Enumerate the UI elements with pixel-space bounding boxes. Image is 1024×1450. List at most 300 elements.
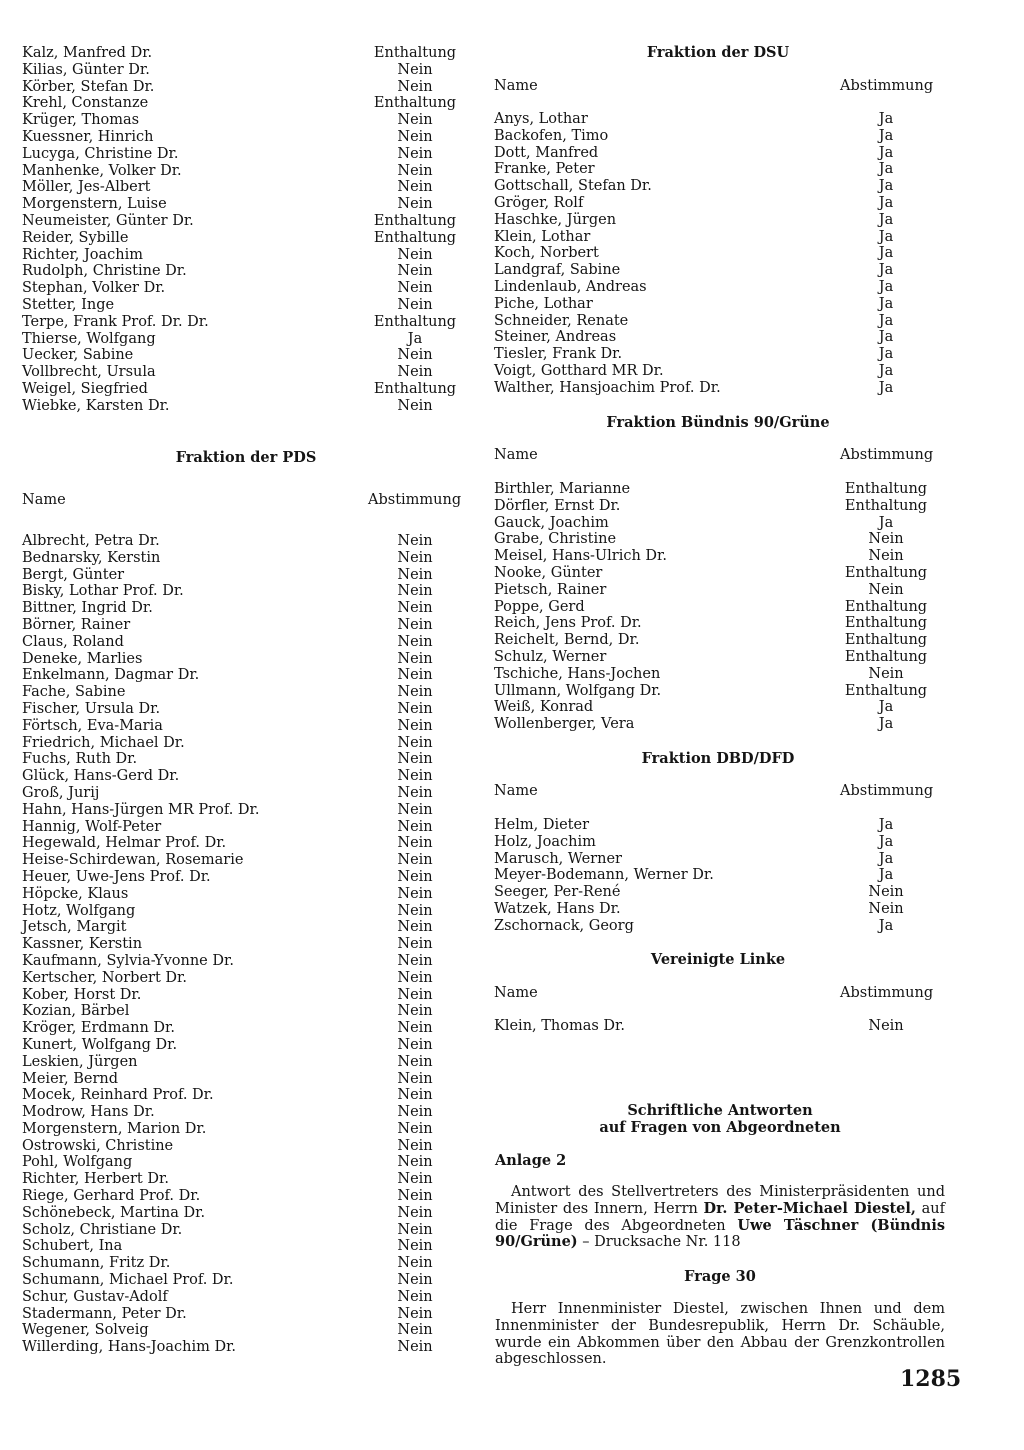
table-row bbox=[22, 785, 472, 802]
pds-list bbox=[22, 533, 472, 1356]
member-name: Morgenstern, Marion Dr. bbox=[22, 1120, 207, 1137]
vote-value: Nein bbox=[397, 616, 433, 633]
pds-column-header bbox=[22, 492, 472, 509]
table-row bbox=[494, 178, 944, 195]
table-row bbox=[22, 903, 472, 920]
table-row bbox=[494, 901, 944, 918]
vote-value: Enthaltung bbox=[373, 212, 457, 229]
table-row bbox=[22, 1154, 472, 1171]
vote-value: Nein bbox=[397, 868, 433, 885]
dbd-title: Fraktion DBD/DFD bbox=[641, 750, 795, 767]
table-row bbox=[494, 145, 944, 162]
member-name: Hannig, Wolf-Peter bbox=[22, 818, 162, 835]
table-row bbox=[22, 263, 472, 280]
vote-value: Nein bbox=[397, 768, 433, 785]
vote-value: Nein bbox=[397, 263, 433, 280]
member-name: Dörfler, Ernst Dr. bbox=[494, 497, 621, 514]
buendnis-col-vote: Abstimmung bbox=[840, 447, 934, 463]
table-row bbox=[22, 1003, 472, 1020]
member-name: Kober, Horst Dr. bbox=[22, 986, 142, 1003]
vote-value: Enthaltung bbox=[844, 682, 928, 699]
vote-value: Enthaltung bbox=[844, 615, 928, 632]
member-name: Wegener, Solveig bbox=[22, 1322, 149, 1339]
vote-value: Ja bbox=[878, 716, 894, 733]
vote-value: Nein bbox=[397, 1188, 433, 1205]
table-row bbox=[494, 262, 944, 279]
vote-value: Ja bbox=[878, 245, 894, 262]
answers-heading-line1: Schriftliche Antworten bbox=[627, 1102, 813, 1119]
member-name: Lindenlaub, Andreas bbox=[494, 278, 647, 295]
member-name: Albrecht, Petra Dr. bbox=[22, 533, 160, 549]
vote-value: Nein bbox=[397, 667, 433, 684]
member-name: Wiebke, Karsten Dr. bbox=[22, 397, 170, 414]
table-row bbox=[22, 819, 472, 836]
pds-col-name: Name bbox=[22, 492, 66, 508]
member-name: Klein, Lothar bbox=[494, 228, 591, 245]
vote-value: Nein bbox=[397, 1003, 433, 1020]
table-row bbox=[22, 347, 472, 364]
table-row bbox=[22, 1339, 472, 1356]
table-row bbox=[494, 867, 944, 884]
vote-value: Nein bbox=[397, 1272, 433, 1289]
vote-value: Ja bbox=[878, 278, 894, 295]
vote-value: Enthaltung bbox=[373, 95, 457, 112]
table-row bbox=[22, 331, 472, 348]
table-row bbox=[494, 279, 944, 296]
vote-value: Enthaltung bbox=[373, 45, 457, 61]
anlage-label: Anlage 2 bbox=[495, 1152, 567, 1169]
member-name: Friedrich, Michael Dr. bbox=[22, 734, 185, 751]
member-name: Nooke, Günter bbox=[494, 564, 603, 581]
answers-heading-line2: auf Fragen von Abgeordneten bbox=[599, 1119, 841, 1136]
vote-value: Nein bbox=[397, 1053, 433, 1070]
member-name: Meisel, Hans-Ulrich Dr. bbox=[494, 548, 667, 565]
table-row bbox=[22, 802, 472, 819]
vote-value: Ja bbox=[878, 329, 894, 346]
table-row bbox=[22, 247, 472, 264]
vote-value: Nein bbox=[868, 548, 904, 565]
table-row bbox=[494, 632, 944, 649]
table-row bbox=[494, 884, 944, 901]
member-name: Manhenke, Volker Dr. bbox=[22, 162, 182, 179]
member-name: Schönebeck, Martina Dr. bbox=[22, 1204, 206, 1221]
table-row bbox=[494, 1018, 944, 1035]
member-name: Klein, Thomas Dr. bbox=[494, 1018, 626, 1034]
vote-value: Nein bbox=[397, 1154, 433, 1171]
vote-value: Nein bbox=[397, 179, 433, 196]
table-row bbox=[494, 699, 944, 716]
vote-value: Nein bbox=[397, 397, 433, 414]
member-name: Gottschall, Stefan Dr. bbox=[494, 178, 652, 195]
member-name: Haschke, Jürgen bbox=[494, 211, 617, 228]
member-name: Krüger, Thomas bbox=[22, 112, 140, 129]
vote-value: Nein bbox=[397, 583, 433, 600]
table-row bbox=[494, 296, 944, 313]
answer-text-a: Antwort des Stellvertreters des Ministerpräsidenten und Minister des Innern, Herrn bbox=[495, 1184, 945, 1217]
table-row bbox=[494, 313, 944, 330]
table-row bbox=[22, 852, 472, 869]
member-name: Helm, Dieter bbox=[494, 817, 590, 833]
member-name: Marusch, Werner bbox=[494, 850, 622, 867]
table-row bbox=[22, 1322, 472, 1339]
table-row bbox=[22, 718, 472, 735]
member-name: Reich, Jens Prof. Dr. bbox=[494, 615, 642, 632]
dsu-column-header bbox=[494, 78, 944, 95]
member-name: Koch, Norbert bbox=[494, 245, 599, 262]
vote-value: Ja bbox=[878, 362, 894, 379]
table-row bbox=[494, 195, 944, 212]
table-row bbox=[22, 146, 472, 163]
linke-title: Vereinigte Linke bbox=[650, 951, 786, 968]
answer-text-c: auf die Frage des Abgeordneten bbox=[495, 1200, 945, 1234]
table-row bbox=[22, 280, 472, 297]
table-row bbox=[494, 515, 944, 532]
vote-value: Nein bbox=[397, 852, 433, 869]
vote-value: Nein bbox=[397, 246, 433, 263]
table-row bbox=[22, 835, 472, 852]
member-name: Hotz, Wolfgang bbox=[22, 902, 136, 919]
table-row bbox=[22, 768, 472, 785]
table-row bbox=[22, 617, 472, 634]
member-name: Franke, Peter bbox=[494, 161, 595, 178]
table-row bbox=[22, 701, 472, 718]
vote-value: Ja bbox=[878, 917, 894, 934]
vote-value: Nein bbox=[397, 1104, 433, 1121]
member-name: Fache, Sabine bbox=[22, 684, 126, 701]
table-row bbox=[494, 212, 944, 229]
table-row bbox=[494, 834, 944, 851]
pds-col-vote: Abstimmung bbox=[368, 492, 462, 508]
member-name: Kozian, Bärbel bbox=[22, 1003, 130, 1020]
member-name: Krehl, Constanze bbox=[22, 95, 149, 112]
vote-value: Nein bbox=[397, 533, 433, 549]
vote-value: Nein bbox=[868, 1018, 904, 1034]
member-name: Morgenstern, Luise bbox=[22, 196, 167, 213]
vote-value: Nein bbox=[397, 717, 433, 734]
member-name: Kassner, Kerstin bbox=[22, 936, 143, 953]
member-name: Stetter, Inge bbox=[22, 296, 115, 313]
member-name: Meier, Bernd bbox=[22, 1070, 118, 1087]
vote-value: Ja bbox=[878, 867, 894, 884]
member-name: Gröger, Rolf bbox=[494, 194, 584, 211]
member-name: Höpcke, Klaus bbox=[22, 885, 129, 902]
member-name: Gauck, Joachim bbox=[494, 514, 609, 531]
table-row bbox=[22, 364, 472, 381]
table-row bbox=[22, 1037, 472, 1054]
member-name: Schumann, Fritz Dr. bbox=[22, 1255, 171, 1272]
table-row bbox=[494, 363, 944, 380]
member-name: Zschornack, Georg bbox=[494, 917, 634, 934]
member-name: Willerding, Hans-Joachim Dr. bbox=[22, 1339, 237, 1356]
vote-value: Nein bbox=[397, 734, 433, 751]
table-row bbox=[22, 1054, 472, 1071]
member-name: Deneke, Marlies bbox=[22, 650, 143, 667]
frage-label: Frage 30 bbox=[684, 1268, 756, 1285]
member-name: Holz, Joachim bbox=[494, 833, 596, 850]
vote-value: Nein bbox=[868, 900, 904, 917]
member-name: Lucyga, Christine Dr. bbox=[22, 145, 179, 162]
vote-value: Nein bbox=[868, 531, 904, 548]
vote-value: Nein bbox=[397, 1087, 433, 1104]
answer-deputy-name: Uwe Täschner (Bündnis 90/Grüne) bbox=[495, 1216, 946, 1251]
vote-value: Nein bbox=[397, 1171, 433, 1188]
member-name: Ostrowski, Christine bbox=[22, 1137, 174, 1154]
member-name: Scholz, Christiane Dr. bbox=[22, 1221, 183, 1238]
table-row bbox=[494, 565, 944, 582]
vote-value: Nein bbox=[397, 566, 433, 583]
buendnis-list bbox=[494, 481, 944, 733]
vote-value: Nein bbox=[397, 78, 433, 95]
table-row bbox=[494, 649, 944, 666]
member-name: Pohl, Wolfgang bbox=[22, 1154, 133, 1171]
member-name: Förtsch, Eva-Maria bbox=[22, 717, 163, 734]
member-name: Kilias, Günter Dr. bbox=[22, 61, 150, 78]
member-name: Hahn, Hans-Jürgen MR Prof. Dr. bbox=[22, 801, 260, 818]
table-row bbox=[22, 1071, 472, 1088]
member-name: Walther, Hansjoachim Prof. Dr. bbox=[494, 379, 721, 396]
vote-value: Ja bbox=[878, 194, 894, 211]
vote-value: Ja bbox=[878, 178, 894, 195]
member-name: Heuer, Uwe-Jens Prof. Dr. bbox=[22, 868, 211, 885]
table-row bbox=[22, 398, 472, 415]
dbd-list bbox=[494, 817, 944, 935]
dsu-col-name: Name bbox=[494, 78, 538, 94]
member-name: Tiesler, Frank Dr. bbox=[494, 346, 623, 363]
dsu-title: Fraktion der DSU bbox=[646, 44, 790, 61]
table-row bbox=[494, 851, 944, 868]
vote-value: Ja bbox=[878, 699, 894, 716]
vote-value: Ja bbox=[878, 111, 894, 127]
member-name: Börner, Rainer bbox=[22, 616, 131, 633]
table-row bbox=[22, 62, 472, 79]
member-name: Bergt, Günter bbox=[22, 566, 125, 583]
member-name: Tschiche, Hans-Jochen bbox=[494, 665, 661, 682]
table-row bbox=[494, 599, 944, 616]
vote-value: Enthaltung bbox=[844, 481, 928, 497]
vote-value: Nein bbox=[397, 650, 433, 667]
table-row bbox=[22, 129, 472, 146]
vote-value: Nein bbox=[397, 347, 433, 364]
table-row bbox=[22, 634, 472, 651]
vote-value: Ja bbox=[878, 295, 894, 312]
table-row bbox=[494, 548, 944, 565]
member-name: Heise-Schirdewan, Rosemarie bbox=[22, 852, 244, 869]
member-name: Poppe, Gerd bbox=[494, 598, 585, 615]
table-row bbox=[22, 735, 472, 752]
member-name: Claus, Roland bbox=[22, 633, 124, 650]
vote-value: Nein bbox=[397, 1137, 433, 1154]
vote-value: Ja bbox=[878, 262, 894, 279]
member-name: Glück, Hans-Gerd Dr. bbox=[22, 768, 180, 785]
linke-list bbox=[494, 1018, 944, 1035]
table-row bbox=[22, 314, 472, 331]
vote-value: Nein bbox=[397, 986, 433, 1003]
vote-value: Nein bbox=[397, 112, 433, 129]
vote-value: Nein bbox=[397, 952, 433, 969]
vote-value: Nein bbox=[397, 61, 433, 78]
table-row bbox=[494, 817, 944, 834]
table-row bbox=[494, 111, 944, 128]
vote-value: Nein bbox=[397, 969, 433, 986]
table-row bbox=[22, 651, 472, 668]
vote-value: Nein bbox=[397, 1238, 433, 1255]
table-row bbox=[22, 179, 472, 196]
table-row bbox=[22, 550, 472, 567]
vote-value: Enthaltung bbox=[373, 229, 457, 246]
vote-value: Nein bbox=[397, 751, 433, 768]
member-name: Groß, Jurij bbox=[22, 784, 100, 801]
table-row bbox=[22, 1255, 472, 1272]
member-name: Landgraf, Sabine bbox=[494, 262, 621, 279]
member-name: Piche, Lothar bbox=[494, 295, 593, 312]
table-row bbox=[22, 1104, 472, 1121]
member-name: Kröger, Erdmann Dr. bbox=[22, 1020, 175, 1037]
table-row bbox=[22, 1020, 472, 1037]
table-row bbox=[22, 1238, 472, 1255]
table-row bbox=[22, 600, 472, 617]
member-name: Weiß, Konrad bbox=[494, 699, 594, 716]
member-name: Voigt, Gotthard MR Dr. bbox=[494, 362, 664, 379]
member-name: Stadermann, Peter Dr. bbox=[22, 1305, 187, 1322]
linke-column-header bbox=[494, 985, 944, 1002]
member-name: Kunert, Wolfgang Dr. bbox=[22, 1036, 178, 1053]
member-name: Richter, Herbert Dr. bbox=[22, 1171, 169, 1188]
table-row bbox=[22, 583, 472, 600]
dsu-list bbox=[494, 111, 944, 397]
member-name: Uecker, Sabine bbox=[22, 347, 134, 364]
table-row bbox=[22, 869, 472, 886]
vote-value: Enthaltung bbox=[373, 380, 457, 397]
member-name: Wollenberger, Vera bbox=[494, 716, 635, 733]
table-row bbox=[494, 245, 944, 262]
member-name: Ullmann, Wolfgang Dr. bbox=[494, 682, 662, 699]
table-row bbox=[22, 1138, 472, 1155]
member-name: Kuessner, Hinrich bbox=[22, 128, 154, 145]
table-row bbox=[22, 567, 472, 584]
table-row bbox=[494, 582, 944, 599]
vote-value: Nein bbox=[397, 1339, 433, 1356]
member-name: Watzek, Hans Dr. bbox=[494, 900, 621, 917]
member-name: Backofen, Timo bbox=[494, 127, 609, 144]
table-row bbox=[22, 936, 472, 953]
vote-value: Ja bbox=[878, 346, 894, 363]
member-name: Schneider, Renate bbox=[494, 312, 629, 329]
member-name: Fuchs, Ruth Dr. bbox=[22, 751, 138, 768]
member-name: Birthler, Marianne bbox=[494, 481, 631, 497]
vote-value: Nein bbox=[397, 936, 433, 953]
member-name: Pietsch, Rainer bbox=[494, 581, 607, 598]
vote-value: Nein bbox=[868, 665, 904, 682]
member-name: Jetsch, Margit bbox=[22, 919, 127, 936]
table-row bbox=[22, 987, 472, 1004]
table-row bbox=[494, 666, 944, 683]
member-name: Enkelmann, Dagmar Dr. bbox=[22, 667, 200, 684]
vote-value: Nein bbox=[397, 549, 433, 566]
table-row bbox=[22, 213, 472, 230]
member-name: Rudolph, Christine Dr. bbox=[22, 263, 187, 280]
member-name: Reichelt, Bernd, Dr. bbox=[494, 632, 640, 649]
member-name: Möller, Jes-Albert bbox=[22, 179, 151, 196]
vote-value: Nein bbox=[397, 700, 433, 717]
table-row bbox=[494, 683, 944, 700]
table-row bbox=[22, 667, 472, 684]
linke-col-name: Name bbox=[494, 985, 538, 1001]
member-name: Kertscher, Norbert Dr. bbox=[22, 969, 187, 986]
member-name: Seeger, Per-René bbox=[494, 884, 621, 901]
left-top-list bbox=[22, 45, 472, 415]
member-name: Vollbrecht, Ursula bbox=[22, 364, 156, 381]
page-number: 1285 bbox=[900, 1366, 962, 1392]
member-name: Modrow, Hans Dr. bbox=[22, 1104, 155, 1121]
vote-value: Ja bbox=[407, 330, 423, 347]
vote-value: Enthaltung bbox=[844, 648, 928, 665]
vote-value: Nein bbox=[397, 600, 433, 617]
vote-value: Ja bbox=[878, 228, 894, 245]
table-row bbox=[22, 1272, 472, 1289]
table-row bbox=[22, 297, 472, 314]
member-name: Anys, Lothar bbox=[494, 111, 588, 127]
table-row bbox=[22, 1205, 472, 1222]
member-name: Schumann, Michael Prof. Dr. bbox=[22, 1272, 234, 1289]
vote-value: Nein bbox=[397, 1020, 433, 1037]
table-row bbox=[494, 346, 944, 363]
dsu-col-vote: Abstimmung bbox=[840, 78, 934, 94]
member-name: Grabe, Christine bbox=[494, 531, 617, 548]
pds-title: Fraktion der PDS bbox=[175, 449, 317, 466]
table-row bbox=[22, 533, 472, 550]
vote-value: Nein bbox=[397, 145, 433, 162]
buendnis-col-name: Name bbox=[494, 447, 538, 463]
vote-value: Nein bbox=[397, 1120, 433, 1137]
vote-value: Nein bbox=[397, 684, 433, 701]
vote-value: Nein bbox=[397, 1288, 433, 1305]
vote-value: Nein bbox=[868, 581, 904, 598]
member-name: Steiner, Andreas bbox=[494, 329, 617, 346]
member-name: Thierse, Wolfgang bbox=[22, 330, 156, 347]
answer-minister-name: Dr. Peter-Michael Diestel, bbox=[703, 1199, 916, 1217]
vote-value: Nein bbox=[397, 196, 433, 213]
member-name: Neumeister, Günter Dr. bbox=[22, 212, 194, 229]
table-row bbox=[494, 531, 944, 548]
table-row bbox=[494, 481, 944, 498]
table-row bbox=[22, 79, 472, 96]
vote-value: Nein bbox=[397, 280, 433, 297]
table-row bbox=[22, 230, 472, 247]
linke-col-vote: Abstimmung bbox=[840, 985, 934, 1001]
table-row bbox=[22, 1171, 472, 1188]
table-row bbox=[22, 45, 472, 62]
member-name: Meyer-Bodemann, Werner Dr. bbox=[494, 867, 714, 884]
member-name: Terpe, Frank Prof. Dr. Dr. bbox=[22, 313, 209, 330]
vote-value: Nein bbox=[397, 162, 433, 179]
vote-value: Ja bbox=[878, 127, 894, 144]
table-row bbox=[494, 615, 944, 632]
vote-value: Nein bbox=[397, 1305, 433, 1322]
member-name: Richter, Joachim bbox=[22, 246, 144, 263]
table-row bbox=[494, 380, 944, 397]
member-name: Weigel, Siegfried bbox=[22, 380, 148, 397]
member-name: Fischer, Ursula Dr. bbox=[22, 700, 161, 717]
member-name: Bednarsky, Kerstin bbox=[22, 549, 161, 566]
dbd-column-header bbox=[494, 783, 944, 800]
table-row bbox=[22, 684, 472, 701]
vote-value: Nein bbox=[397, 1322, 433, 1339]
member-name: Bittner, Ingrid Dr. bbox=[22, 600, 153, 617]
member-name: Schur, Gustav-Adolf bbox=[22, 1288, 168, 1305]
vote-value: Nein bbox=[397, 784, 433, 801]
vote-value: Ja bbox=[878, 379, 894, 396]
member-name: Leskien, Jürgen bbox=[22, 1053, 138, 1070]
